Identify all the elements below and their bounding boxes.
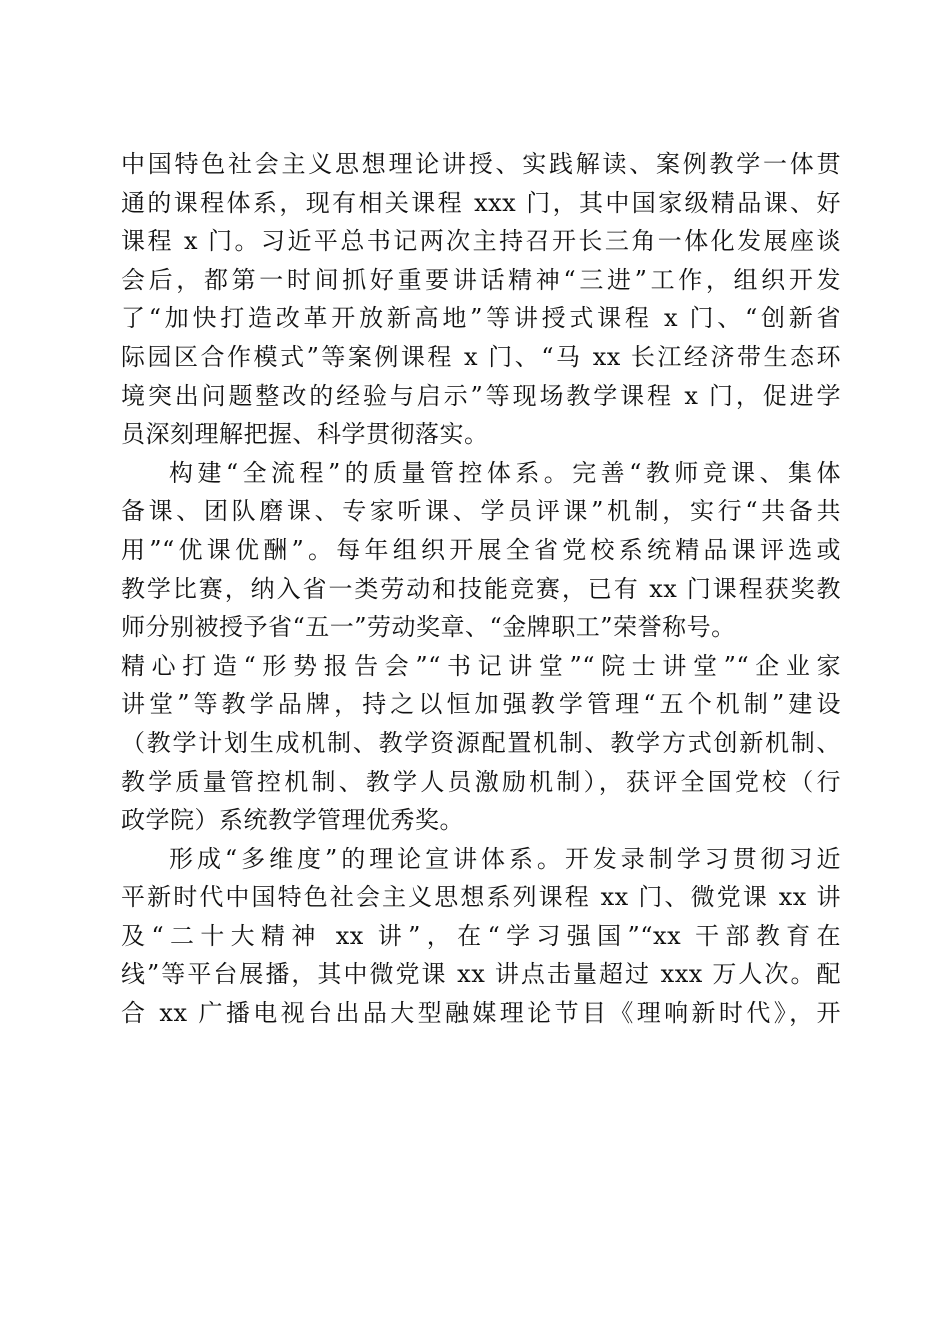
text-line: 了“加快打造改革开放新高地”等讲授式课程 x 门、“创新省 xyxy=(121,304,841,333)
paragraph-quality-control xyxy=(121,454,841,840)
text-line: 备课、团队磨课、专家听课、学员评课”机制，实行“共备共 xyxy=(121,497,841,526)
text-line: 教学比赛，纳入省一类劳动和技能竞赛，已有 xx 门课程获奖教 xyxy=(121,574,841,603)
text-line: 线”等平台展播，其中微党课 xx 讲点击量超过 xxx 万人次。配 xyxy=(121,960,841,989)
text-line: 政学院）系统教学管理优秀奖。 xyxy=(121,806,464,835)
text-line: 通的课程体系，现有相关课程 xxx 门，其中国家级精品课、好 xyxy=(121,188,841,217)
text-line: 平新时代中国特色社会主义思想系列课程 xx 门、微党课 xx 讲 xyxy=(121,883,841,912)
paragraph-theory-lecture xyxy=(121,840,841,1033)
text-line: 境突出问题整改的经验与启示”等现场教学课程 x 门，促进学 xyxy=(121,381,841,410)
text-line: 中国特色社会主义思想理论讲授、实践解读、案例教学一体贯 xyxy=(121,150,841,178)
text-line: 及“二十大精神 xx 讲”，在“学习强国”“xx 干部教育在 xyxy=(121,921,841,950)
text-line: 形成“多维度”的理论宣讲体系。开发录制学习贯彻习近 xyxy=(169,844,841,873)
text-line: 讲堂”等教学品牌，持之以恒加强教学管理“五个机制”建设 xyxy=(121,690,841,719)
text-line: 员深刻理解把握、科学贯彻落实。 xyxy=(121,420,489,449)
text-line: 课程 x 门。习近平总书记两次主持召开长三角一体化发展座谈 xyxy=(121,227,841,256)
text-line: （教学计划生成机制、教学资源配置机制、教学方式创新机制、 xyxy=(121,728,841,757)
text-line: 际园区合作模式”等案例课程 x 门、“马 xx 长江经济带生态环 xyxy=(121,342,841,371)
text-line: 师分别被授予省“五一”劳动奖章、“金牌职工”荣誉称号。 xyxy=(121,613,736,642)
text-line: 用”“优课优酬”。每年组织开展全省党校系统精品课评选或 xyxy=(121,535,841,564)
document-page xyxy=(121,145,841,1033)
text-line: 合 xx 广播电视台出品大型融媒理论节目《理响新时代》，开 xyxy=(121,999,841,1028)
text-line: 教学质量管控机制、教学人员激励机制），获评全国党校（行 xyxy=(121,767,841,796)
paragraph-course-system xyxy=(121,145,841,454)
text-line: 精心打造“形势报告会”“书记讲堂”“院士讲堂”“企业家 xyxy=(121,651,841,680)
text-line: 会后，都第一时间抓好重要讲话精神“三进”工作，组织开发 xyxy=(121,265,841,294)
text-line: 构建“全流程”的质量管控体系。完善“教师竞课、集体 xyxy=(169,458,841,487)
